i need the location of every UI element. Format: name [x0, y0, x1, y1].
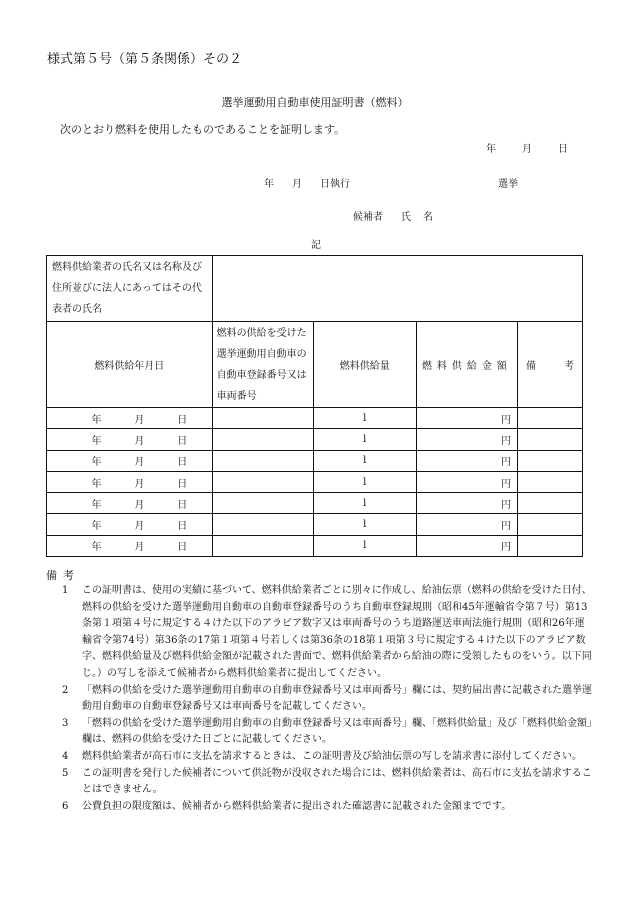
table-row — [47, 514, 583, 535]
row-date-cell[interactable] — [47, 450, 213, 471]
row-quantity-unit: l — [363, 540, 367, 552]
note-text: 燃料供給業者が高石市に支払を請求するときは、この証明書及び給油伝票の写しを請求書に添付してください。 — [82, 750, 582, 762]
row-remarks-cell[interactable] — [517, 514, 582, 535]
row-date-cell[interactable] — [47, 514, 213, 535]
row-month-label: 月 — [134, 499, 145, 511]
header-vehicle — [212, 322, 313, 408]
notes-list — [62, 583, 592, 815]
row-year-label: 年 — [91, 414, 102, 426]
row-remarks-cell[interactable] — [517, 493, 582, 514]
row-quantity-unit: l — [363, 433, 367, 445]
row-year-label: 年 — [91, 478, 102, 490]
row-vehicle-cell[interactable] — [212, 493, 313, 514]
note-item — [62, 716, 592, 749]
election-execution-date — [264, 175, 350, 190]
header-quantity: 燃料供給量 — [313, 322, 416, 408]
note-number: 6 — [62, 800, 69, 812]
row-month-label: 月 — [134, 521, 145, 533]
header-remarks — [517, 322, 582, 408]
table-row — [47, 471, 583, 492]
candidate-line — [353, 208, 433, 223]
row-vehicle-cell[interactable] — [212, 535, 313, 556]
row-remarks-cell[interactable] — [517, 408, 582, 429]
supplier-label — [47, 256, 213, 322]
supplier-value-cell[interactable] — [212, 256, 582, 322]
row-amount-unit: 円 — [500, 478, 511, 490]
note-text: 「燃料の供給を受けた選挙運動用自動車の自動車登録番号又は車両番号」欄には、契約届出書に記載された選挙運動用自動車の自動車登録番号又は車両番号を記載してください。 — [82, 684, 592, 713]
row-amount-unit: 円 — [500, 542, 511, 554]
row-amount-unit: 円 — [500, 414, 511, 426]
row-amount-unit: 円 — [500, 499, 511, 511]
note-item — [62, 583, 592, 683]
table-row — [47, 535, 583, 556]
row-amount-unit: 円 — [500, 435, 511, 447]
row-quantity-unit: l — [363, 497, 367, 509]
row-quantity-cell[interactable] — [313, 493, 416, 514]
row-day-label: 日 — [177, 414, 188, 426]
document-title: 選挙運動用自動車使用証明書（燃料） — [221, 96, 409, 109]
row-year-label: 年 — [91, 499, 102, 511]
supplier-label-text: 燃料供給業者の氏名又は名称及び住所並びに法人にあってはその代表者の氏名 — [52, 262, 202, 315]
intro-text: 次のとおり燃料を使用したものであることを証明します。 — [60, 123, 346, 136]
row-quantity-unit: l — [363, 455, 367, 467]
row-month-label: 月 — [134, 542, 145, 554]
header-vehicle-text: 燃料の供給を受けた選挙運動用自動車の自動車登録番号又は車両番号 — [216, 328, 307, 402]
header-amount: 燃料供給金額 — [416, 322, 517, 408]
row-vehicle-cell[interactable] — [212, 408, 313, 429]
row-amount-cell[interactable] — [416, 535, 517, 556]
row-quantity-cell[interactable] — [313, 408, 416, 429]
header-date: 燃料供給年月日 — [47, 322, 213, 408]
remarks-char-2: 考 — [564, 361, 574, 372]
row-quantity-unit: l — [363, 519, 367, 531]
row-year-label: 年 — [91, 457, 102, 469]
row-amount-cell[interactable] — [416, 408, 517, 429]
row-amount-cell[interactable] — [416, 429, 517, 450]
row-vehicle-cell[interactable] — [212, 429, 313, 450]
row-quantity-unit: l — [363, 412, 367, 424]
row-month-label: 月 — [134, 414, 145, 426]
row-month-label: 月 — [134, 457, 145, 469]
note-text: この証明書を発行した候補者について供託物が没収された場合には、燃料供給業者は、高石市に支払を請求することはできません。 — [82, 767, 592, 796]
row-remarks-cell[interactable] — [517, 471, 582, 492]
row-vehicle-cell[interactable] — [212, 514, 313, 535]
notes-title: 備考 — [46, 569, 80, 582]
note-item — [62, 749, 592, 766]
note-text: 公費負担の限度額は、候補者から燃料供給業者に提出された確認書に記載された金額までです。 — [82, 800, 512, 812]
row-quantity-unit: l — [363, 476, 367, 488]
date-day-label: 日 — [558, 144, 568, 155]
exec-month-label: 月 — [292, 179, 302, 190]
note-number: 2 — [62, 684, 69, 696]
row-date-cell[interactable] — [47, 535, 213, 556]
candidate-label: 候補者 — [353, 212, 383, 223]
note-item — [62, 766, 592, 799]
remarks-char-1: 備 — [525, 361, 536, 372]
candidate-name-2: 名 — [423, 212, 433, 223]
row-vehicle-cell[interactable] — [212, 471, 313, 492]
candidate-name-1: 氏 — [401, 212, 411, 223]
note-item — [62, 683, 592, 716]
row-remarks-cell[interactable] — [517, 429, 582, 450]
row-amount-cell[interactable] — [416, 493, 517, 514]
row-day-label: 日 — [177, 499, 188, 511]
table-row — [47, 429, 583, 450]
row-year-label: 年 — [91, 435, 102, 447]
row-vehicle-cell[interactable] — [212, 450, 313, 471]
row-month-label: 月 — [134, 478, 145, 490]
note-text: 「燃料の供給を受けた選挙運動用自動車の自動車登録番号又は車両番号」欄、「燃料供給量」及び「燃料供給金額」欄は、燃料の供給を受けた日ごとに記載してください。 — [82, 717, 592, 746]
row-day-label: 日 — [177, 435, 188, 447]
row-month-label: 月 — [134, 435, 145, 447]
row-quantity-cell[interactable] — [313, 450, 416, 471]
table-row — [47, 408, 583, 429]
date-month-label: 月 — [522, 144, 532, 155]
row-quantity-cell[interactable] — [313, 471, 416, 492]
table-row — [47, 450, 583, 471]
date-year-label: 年 — [486, 144, 496, 155]
note-number: 4 — [62, 750, 69, 762]
note-number: 5 — [62, 767, 69, 779]
certification-date — [486, 140, 568, 155]
row-date-cell[interactable] — [47, 408, 213, 429]
row-amount-unit: 円 — [500, 457, 511, 469]
note-number: 3 — [62, 717, 69, 729]
row-remarks-cell[interactable] — [517, 535, 582, 556]
row-quantity-cell[interactable] — [313, 429, 416, 450]
row-amount-cell[interactable] — [416, 471, 517, 492]
row-day-label: 日 — [177, 542, 188, 554]
note-item — [62, 799, 592, 816]
row-day-label: 日 — [177, 457, 188, 469]
election-label: 選挙 — [498, 179, 518, 190]
fuel-usage-table — [46, 255, 583, 557]
table-row — [47, 493, 583, 514]
row-day-label: 日 — [177, 521, 188, 533]
row-amount-cell[interactable] — [416, 514, 517, 535]
exec-year-label: 年 — [264, 179, 274, 190]
row-year-label: 年 — [91, 521, 102, 533]
note-number: 1 — [62, 585, 69, 596]
row-year-label: 年 — [91, 542, 102, 554]
row-date-cell[interactable] — [47, 471, 213, 492]
row-day-label: 日 — [177, 478, 188, 490]
ki-marker: 記 — [311, 240, 321, 251]
note-text: この証明書は、使用の実績に基づいて、燃料供給業者ごとに別々に作成し、給油伝票（燃料の供給を受けた日付、燃料の供給を受けた選挙運動用自動車の自動車登録番号のうち自動車登録規則（昭和45年運輸省令第７号）第13条第１項第４号に規定する４けた以下のアラビア数字又は車両番号のうち道路運送車両法施行規則（昭和26年運輸省令第74号）第36条の17第１項第４号若しくは第36条の18第１項第３号に規定する４けた以下のアラビア数字、燃料供給量及び燃料供給金額が記載された書面で、燃料供給業者から給油の際に受領したものをいう。以下同じ。）の写しを添えて候補者から燃料供給業者に提出してください。 — [82, 585, 592, 679]
exec-day-label: 日執行 — [320, 179, 350, 190]
row-amount-unit: 円 — [500, 521, 511, 533]
form-number: 様式第５号（第５条関係）その２ — [47, 52, 243, 67]
row-amount-cell[interactable] — [416, 450, 517, 471]
row-remarks-cell[interactable] — [517, 450, 582, 471]
row-date-cell[interactable] — [47, 493, 213, 514]
row-quantity-cell[interactable] — [313, 535, 416, 556]
row-quantity-cell[interactable] — [313, 514, 416, 535]
row-date-cell[interactable] — [47, 429, 213, 450]
